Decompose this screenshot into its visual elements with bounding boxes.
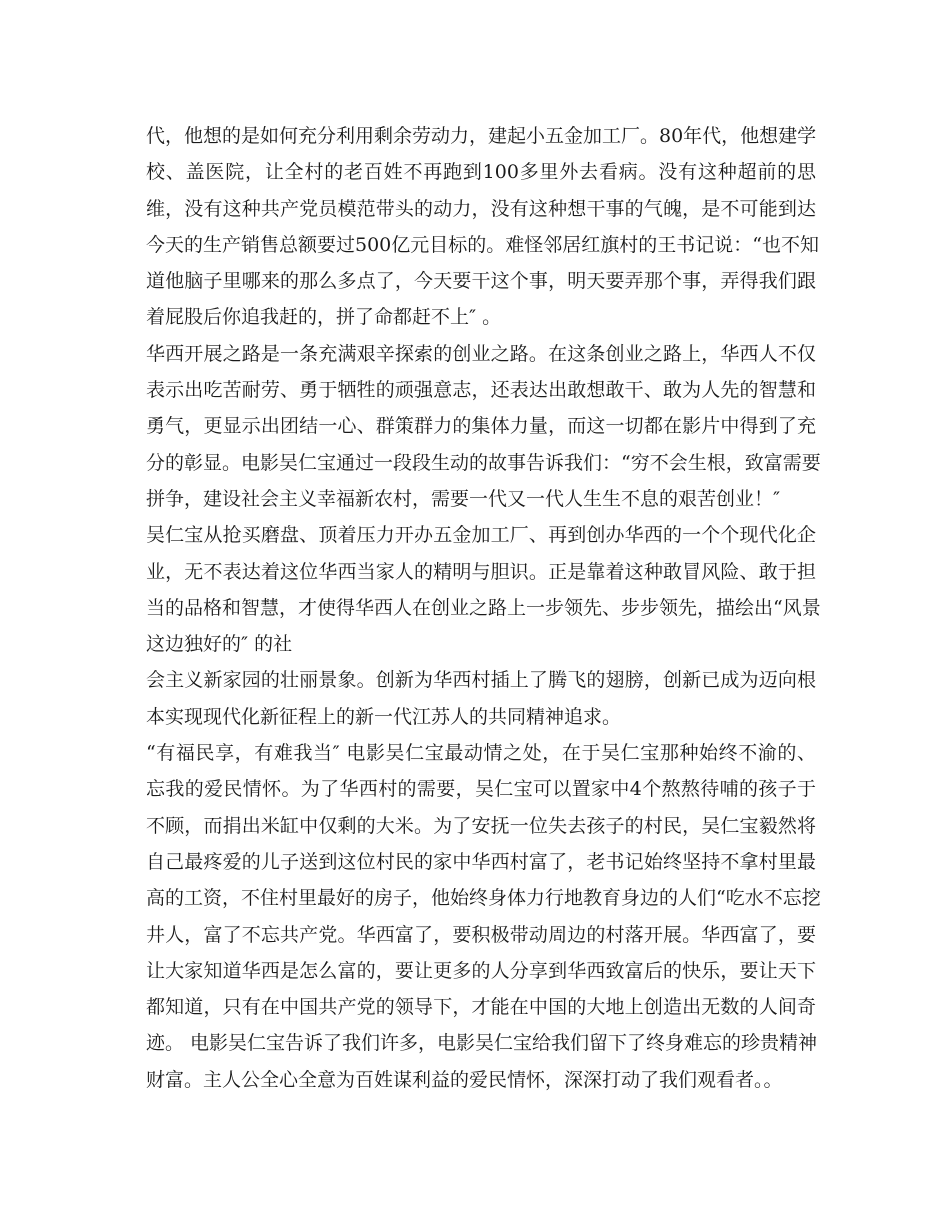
text-line: 本实现现代化新征程上的新一代江苏人的共同精神追求。	[146, 705, 622, 728]
text-line: 分的彰显。电影吴仁宝通过一段段生动的故事告诉我们：“穷不会生根，致富需要	[146, 451, 821, 474]
text-line: 吴仁宝从抢买磨盘、顶着压力开办五金加工厂、再到创办华西的一个个现代化企	[146, 524, 816, 547]
text-line: 迹。 电影吴仁宝告诉了我们许多，电影吴仁宝给我们留下了终身难忘的珍贵精神	[146, 1032, 818, 1055]
text-line: 着屁股后你追我赶的，拼了命都赶不上″ 。	[146, 306, 502, 329]
text-line: 勇气，更显示出团结一心、群策群力的集体力量，而这一切都在影片中得到了充	[146, 415, 816, 438]
text-line: 表示出吃苦耐劳、勇于牺牲的顽强意志，还表达出敢想敢干、敢为人先的智慧和	[146, 379, 816, 402]
text-line: 今天的生产销售总额要过500亿元目标的。难怪邻居红旗村的王书记说：“也不知	[146, 233, 819, 256]
text-line: 华西开展之路是一条充满艰辛探索的创业之路。在这条创业之路上，华西人不仅	[146, 342, 816, 365]
text-line: 不顾，而捐出米缸中仅剩的大米。为了安抚一位失去孩子的村民，吴仁宝毅然将	[146, 814, 816, 837]
text-line: 都知道，只有在中国共产党的领导下，才能在中国的大地上创造出无数的人间奇	[146, 996, 816, 1019]
text-line: 校、盖医院，让全村的老百姓不再跑到100多里外去看病。没有这种超前的思	[146, 161, 816, 184]
text-line: 让大家知道华西是怎么富的，要让更多的人分享到华西致富后的快乐，要让天下	[146, 959, 816, 982]
text-line: 这边独好的″ 的社	[146, 633, 293, 656]
text-line: 财富。主人公全心全意为百姓谋利益的爱民情怀，深深打动了我们观看者。。	[146, 1068, 783, 1091]
text-line: 自己最疼爱的儿子送到这位村民的家中华西村富了，老书记始终坚持不拿村里最	[146, 850, 816, 873]
text-line: 道他脑子里哪来的那么多点了，今天要干这个事，明天要弄那个事，弄得我们跟	[146, 270, 816, 293]
text-line: 维，没有这种共产党员模范带头的动力，没有这种想干事的气魄，是不可能到达	[146, 197, 816, 220]
text-line: 会主义新家园的壮丽景象。创新为华西村插上了腾飞的翅膀，创新已成为迈向根	[146, 669, 816, 692]
text-line: 忘我的爱民情怀。为了华西村的需要，吴仁宝可以置家中4个熬熬待哺的孩子于	[146, 778, 816, 801]
text-line: “有福民享，有难我当″ 电影吴仁宝最动情之处，在于吴仁宝那种始终不渝的、	[146, 742, 816, 765]
document-body	[146, 118, 821, 1098]
text-line: 拼争，建设社会主义幸福新农村，需要一代又一代人生生不息的艰苦创业！″	[146, 487, 781, 510]
text-line: 当的品格和智慧，才使得华西人在创业之路上一步领先、步步领先，描绘出“风景	[146, 596, 821, 619]
text-line: 高的工资，不住村里最好的房子，他始终身体力行地教育身边的人们“吃水不忘挖	[146, 887, 821, 910]
text-line: 井人，富了不忘共产党。华西富了，要积极带动周边的村落开展。华西富了，要	[146, 923, 816, 946]
text-line: 业，无不表达着这位华西当家人的精明与胆识。正是靠着这种敢冒风险、敢于担	[146, 560, 816, 583]
text-line: 代，他想的是如何充分利用剩余劳动力，建起小五金加工厂。80年代，他想建学	[146, 125, 817, 147]
